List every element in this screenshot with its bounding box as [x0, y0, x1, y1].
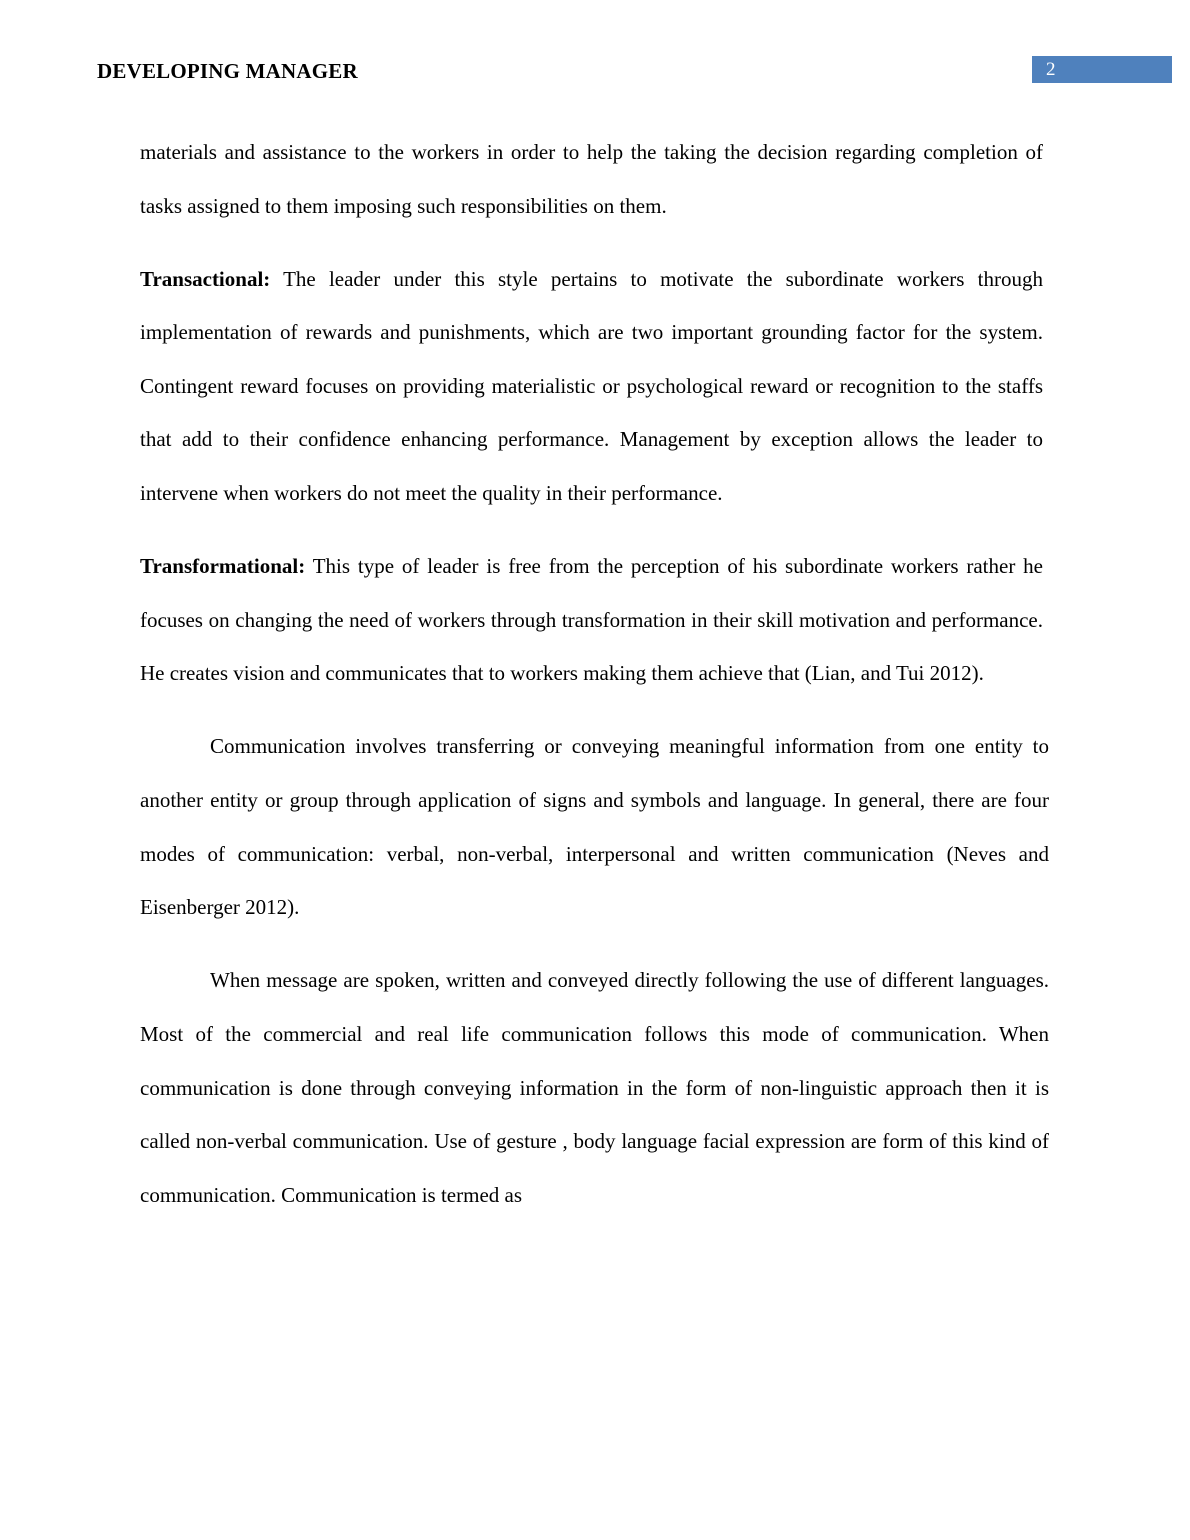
paragraph-text: materials and assistance to the workers in order to help the taking the decision regarding completion of tasks assigned to them imposing such responsibilities on them. [140, 140, 1043, 218]
paragraph-label: Transactional: [140, 266, 271, 291]
paragraph-transactional [140, 253, 1043, 521]
paragraph-communication-modes [140, 954, 1049, 1222]
paragraph-text: When message are spoken, written and conveyed directly following the use of different languages. Most of the commercial and real life communication follows this mode of communication. When communication is done through conveying information in the form of non-linguistic approach then it is called non-verbal communication. Use of gesture , body language facial expression are form of this kind of communication. Communication is termed as [140, 968, 1049, 1207]
paragraph-text: The leader under this style pertains to motivate the subordinate workers through implementation of rewards and punishments, which are two important grounding factor for the system. Contingent reward focuses on providing materialistic or psychological reward or recognition to the staffs that add to their confidence enhancing performance. Management by exception allows the leader to intervene when workers do not meet the quality in their performance. [140, 266, 1043, 506]
paragraph-continuation [140, 126, 1043, 233]
document-body [140, 126, 1049, 1242]
running-head: DEVELOPING MANAGER [97, 59, 358, 83]
paragraph-transformational [140, 540, 1043, 701]
paragraph-text: This type of leader is free from the perception of his subordinate workers rather he focuses on changing the need of workers through transformation in their skill motivation and performance. He creates vision and communicates that to workers making them achieve that (Lian, and Tui 2012). [140, 554, 1043, 686]
paragraph-communication-definition [140, 720, 1049, 934]
page-number: 2 [1032, 56, 1172, 83]
paragraph-label: Transformational: [140, 554, 306, 579]
paragraph-text: Communication involves transferring or conveying meaningful information from one entity to another entity or group through application of signs and symbols and language. In general, there are four modes of communication: verbal, non-verbal, interpersonal and written communication (Neves and Eisenberger 2012). [140, 734, 1049, 920]
